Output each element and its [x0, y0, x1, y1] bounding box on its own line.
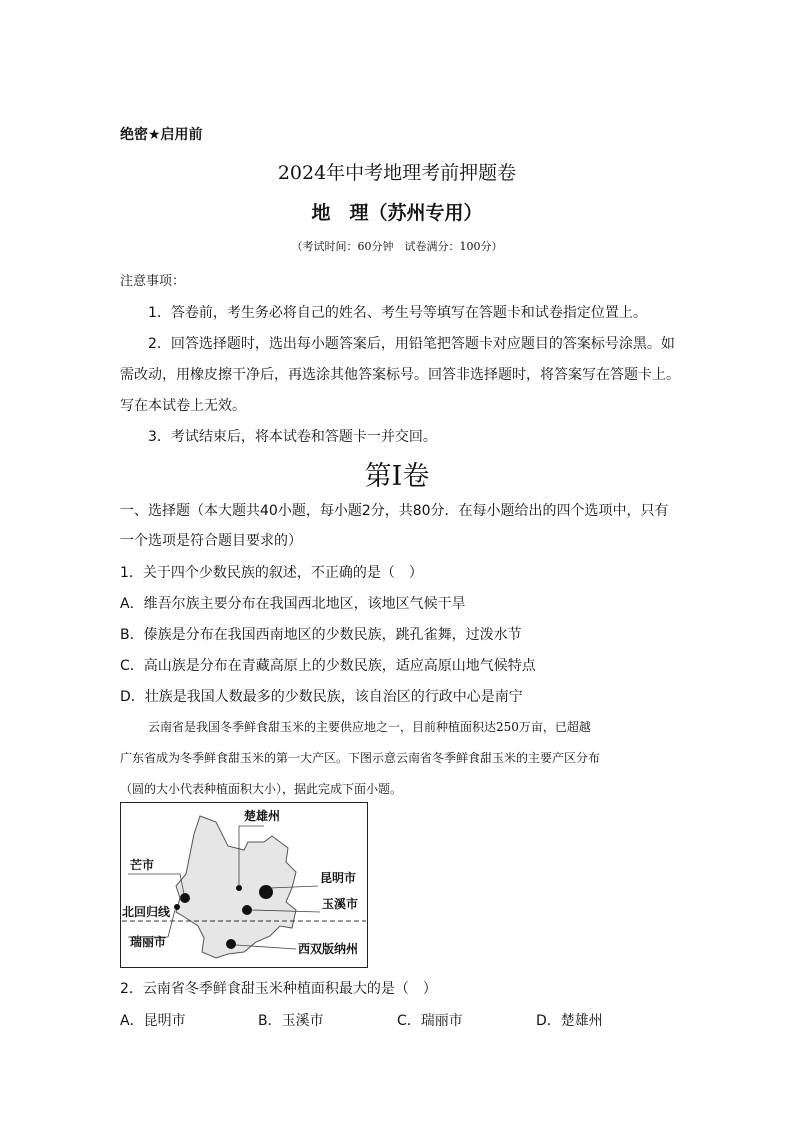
section-heading-line-1: 一、选择题（本大题共40小题，每小题2分，共80分．在每小题给出的四个选项中，只有 [120, 503, 669, 519]
question-2-stem: 2．云南省冬季鲜食甜玉米种植面积最大的是（ ） [120, 981, 437, 997]
exam-title: 2024年中考地理考前押题卷 [277, 162, 517, 184]
circle-yuxi [242, 905, 252, 915]
yunnan-corn-map [120, 802, 368, 968]
secret-label: 绝密★启用前 [120, 127, 203, 143]
label-kunming: 昆明市 [320, 871, 357, 885]
label-tropic: 北回归线 [122, 905, 171, 919]
circle-ruili [174, 904, 180, 910]
exam-info: （考试时间：60分钟 试卷满分：100分） [291, 240, 503, 253]
question-2-option-d[interactable]: D．楚雄州 [536, 1013, 603, 1029]
question-1-stem: 1．关于四个少数民族的叙述，不正确的是（ ） [120, 565, 423, 581]
label-chuxiong: 楚雄州 [244, 809, 281, 823]
circle-mangshi [180, 893, 190, 903]
circle-kunming [259, 885, 273, 899]
label-mangshi: 芒市 [130, 858, 155, 872]
question-1-option-b[interactable]: B．傣族是分布在我国西南地区的少数民族，跳孔雀舞，过泼水节 [120, 627, 522, 643]
circle-xishuangbanna [226, 939, 236, 949]
subject-title: 地 理（苏州专用） [311, 202, 483, 224]
notice-item-2-line-3: 写在本试卷上无效。 [120, 398, 246, 414]
notice-item-2-line-2: 需改动，用橡皮擦干净后，再选涂其他答案标号。回答非选择题时，将答案写在答题卡上。 [120, 367, 680, 383]
passage-line-3: （圆的大小代表种植面积大小），据此完成下面小题。 [120, 782, 403, 796]
question-1-option-c[interactable]: C．高山族是分布在青藏高原上的少数民族，适应高原山地气候特点 [120, 658, 536, 674]
notice-item-3: 3．考试结束后，将本试卷和答题卡一并交回。 [148, 429, 437, 445]
label-xishuangbanna: 西双版纳州 [298, 942, 359, 956]
label-ruili: 瑞丽市 [130, 935, 167, 949]
question-2-option-b[interactable]: B．玉溪市 [258, 1013, 324, 1029]
part-title: 第Ⅰ卷 [364, 461, 430, 492]
question-1-option-d[interactable]: D．壮族是我国人数最多的少数民族，该自治区的行政中心是南宁 [120, 689, 523, 705]
question-2-option-c[interactable]: C．瑞丽市 [397, 1013, 463, 1029]
notice-item-2-line-1: 2．回答选择题时，选出每小题答案后，用铅笔把答题卡对应题目的答案标号涂黑。如 [148, 336, 675, 352]
question-1-option-a[interactable]: A．维吾尔族主要分布在我国西北地区，该地区气候干旱 [120, 596, 466, 612]
notice-item-1: 1．答卷前，考生务必将自己的姓名、考生号等填写在答题卡和试卷指定位置上。 [148, 305, 647, 321]
label-yuxi: 玉溪市 [322, 897, 359, 911]
question-2-option-a[interactable]: A．昆明市 [120, 1013, 186, 1029]
passage-line-1: 云南省是我国冬季鲜食甜玉米的主要供应地之一，目前种植面积达250万亩，已超越 [148, 720, 591, 734]
passage-line-2: 广东省成为冬季鲜食甜玉米的第一大产区。下图示意云南省冬季鲜食甜玉米的主要产区分布 [120, 751, 601, 765]
section-heading-line-2: 一个选项是符合题目要求的） [120, 533, 302, 549]
notice-heading: 注意事项： [120, 274, 186, 289]
